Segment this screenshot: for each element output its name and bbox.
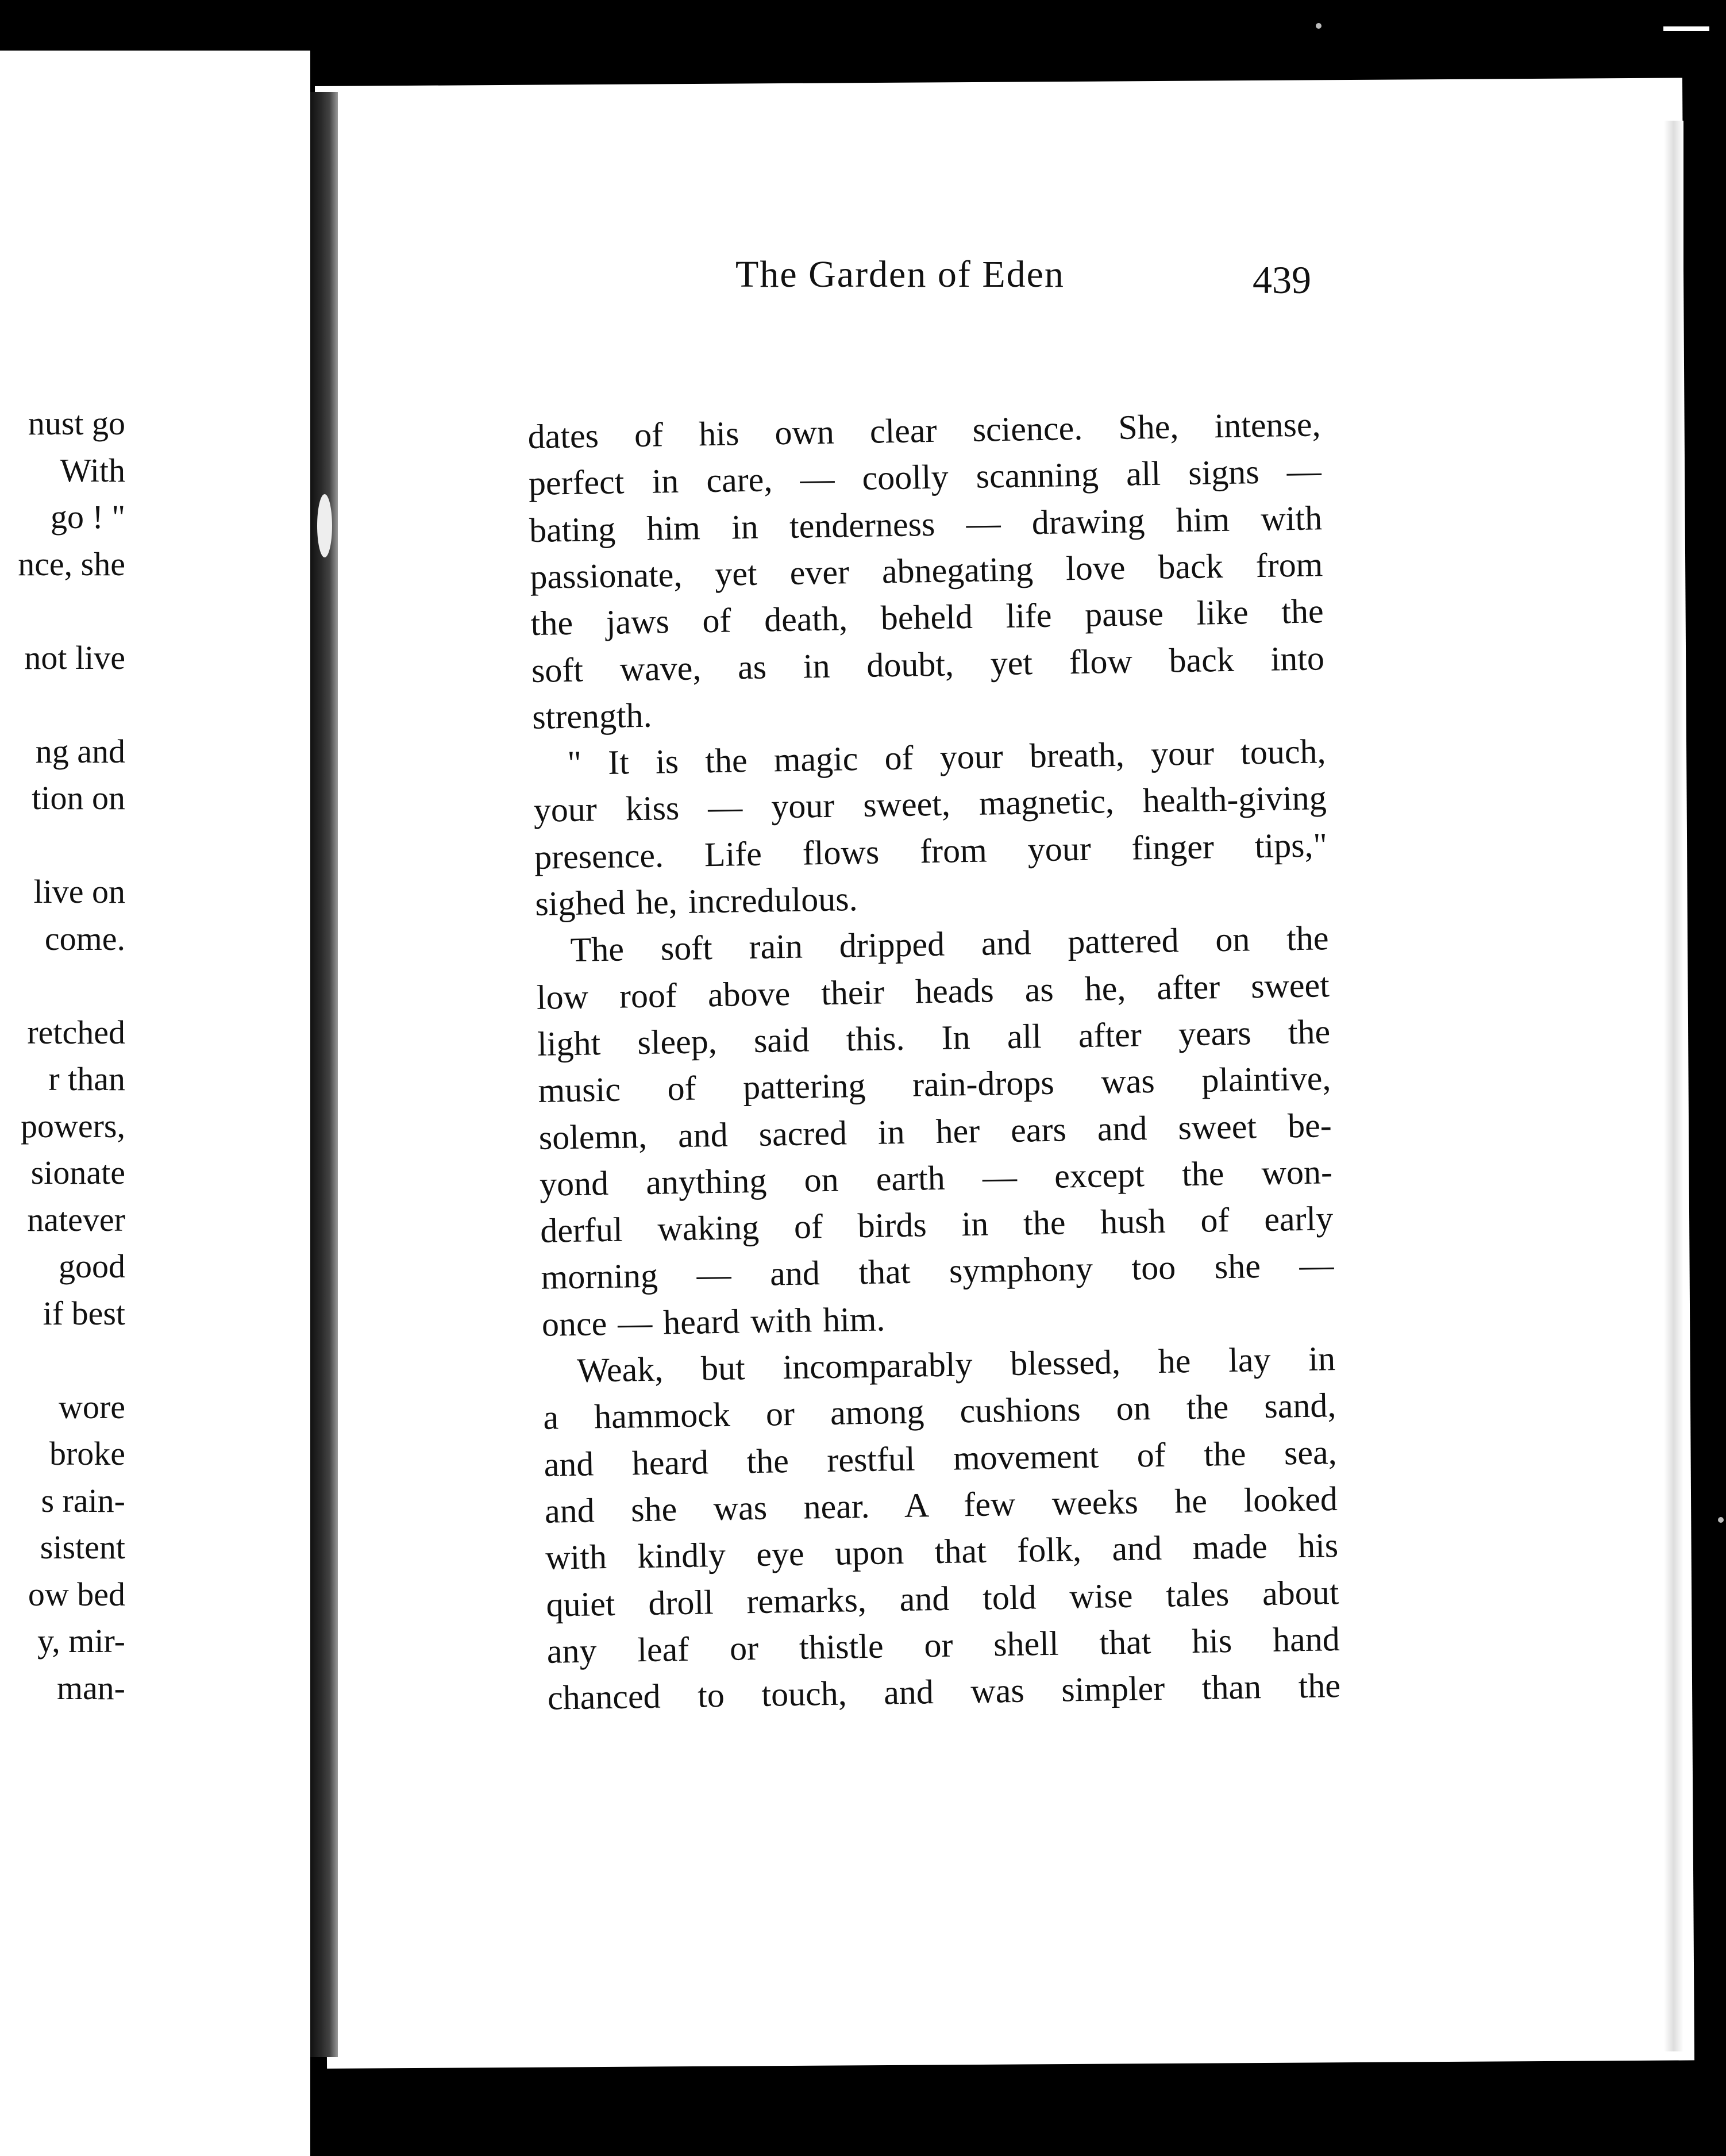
body-line: sighed he, incredulous. (534, 880, 858, 923)
previous-page-line: ng and (35, 732, 125, 770)
body-line: perfect in care, — coolly scanning all signs — (528, 452, 1322, 503)
body-line: Weak, but incomparably blessed, he lay in (576, 1339, 1336, 1389)
body-line: The soft rain dripped and pattered on the (570, 919, 1330, 969)
body-line: music of pattering rain-drops was plaintive, (537, 1059, 1331, 1110)
body-line: chanced to touch, and was simpler than the (547, 1666, 1341, 1717)
previous-page-line: man- (56, 1669, 125, 1707)
running-head-title: The Garden of Eden (735, 253, 1065, 295)
previous-page-line: live on (33, 873, 125, 910)
previous-page-line: nce, she (18, 545, 125, 583)
body-line: bating him in tenderness — drawing him with (529, 498, 1323, 549)
previous-page-line: s rain- (41, 1481, 125, 1519)
body-line: with kindly eye upon that folk, and made his (545, 1526, 1339, 1577)
previous-page-line: y, mir- (37, 1622, 125, 1660)
previous-page-line: come. (44, 919, 125, 957)
body-line: soft wave, as in doubt, yet flow back into (531, 638, 1325, 690)
previous-page-line: tion on (32, 779, 125, 817)
previous-page-line: ow bed (28, 1575, 125, 1613)
body-line: light sleep, said this. In all after years the (537, 1012, 1331, 1063)
previous-page-line: broke (49, 1435, 125, 1472)
body-line: solemn, and sacred in her ears and sweet be- (538, 1106, 1332, 1157)
previous-page-line: r than (48, 1060, 125, 1098)
body-line: quiet droll remarks, and told wise tales about (546, 1573, 1339, 1624)
body-line: morning — and that symphony too she — (541, 1246, 1334, 1297)
body-line: derful waking of birds in the hush of early (540, 1199, 1334, 1250)
previous-page-line: sistent (40, 1529, 125, 1566)
page-number: 439 (1253, 258, 1311, 302)
previous-page (0, 51, 310, 2156)
scan-edge-mark (1663, 26, 1709, 31)
body-line: a hammock or among cushions on the sand, (542, 1386, 1336, 1437)
running-head (419, 253, 1339, 316)
previous-page-line: if best (43, 1294, 125, 1332)
body-line: any leaf or thistle or shell that his hand (546, 1619, 1340, 1670)
body-line: presence. Life flows from your finger tips," (534, 825, 1328, 876)
body-line: low roof above their heads as he, after sweet (536, 965, 1330, 1017)
previous-page-line: good (59, 1248, 125, 1285)
body-line: and heard the restful movement of the sea, (544, 1433, 1338, 1484)
previous-page-line: sionate (30, 1154, 125, 1191)
body-line: the jaws of death, beheld life pause like the (530, 592, 1324, 643)
previous-page-line: nust go (28, 405, 125, 442)
body-line: strength. (531, 696, 653, 736)
page-smudge (317, 494, 332, 557)
previous-page-line: go ! " (51, 498, 125, 536)
body-line: passionate, yet ever abnegating love back from (529, 545, 1323, 596)
previous-page-line: natever (27, 1200, 125, 1238)
body-line: your kiss — your sweet, magnetic, health-giving (533, 779, 1327, 830)
body-line: yond anything on earth — except the won- (539, 1152, 1333, 1203)
previous-page-line: powers, (20, 1107, 125, 1145)
book-gutter (310, 92, 338, 2057)
scan-speck (1316, 23, 1322, 29)
page-edge (1664, 121, 1683, 2051)
body-line: and she was near. A few weeks he looked (544, 1479, 1338, 1530)
scan-speck (1718, 1517, 1724, 1523)
previous-page-line: retched (27, 1013, 125, 1051)
previous-page-line: With (60, 451, 125, 489)
previous-page-line: not live (24, 638, 125, 676)
body-line: " It is the magic of your breath, your touch, (567, 732, 1326, 783)
body-line: once — heard with him. (541, 1300, 885, 1343)
body-line: dates of his own clear science. She, intense, (527, 405, 1321, 456)
previous-page-line: wore (59, 1388, 125, 1426)
